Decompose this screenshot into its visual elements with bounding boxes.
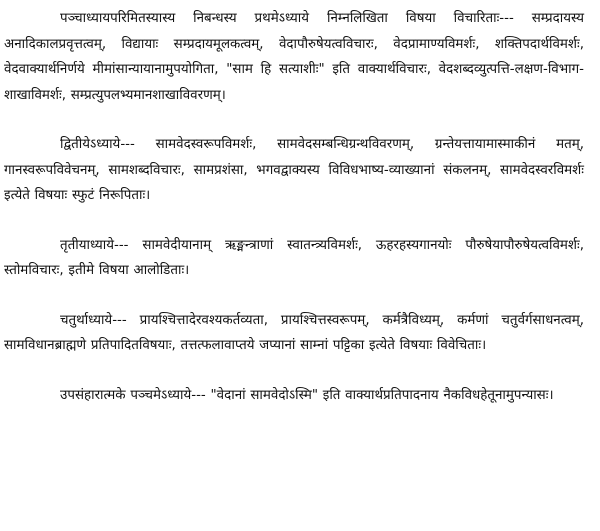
document-page bbox=[4, 6, 584, 408]
paragraph-chapter-5: उपसंहारात्मके पञ्चमेऽध्याये--- "वेदानां सामवेदोऽस्मि" इति वाक्यार्थप्रतिपादनाय नैकविधहेतूनामुपन्यासः। bbox=[60, 387, 554, 403]
paragraph-chapter-2: द्वितीयेऽध्याये--- सामवेदस्वरूपविमर्शः, सामवेदसम्बन्धिग्रन्थविवरणम्, ग्रन्तेयत्तायामास्माकीनं मतम्, गानस्वरूपविवेचनम्, सामशब्दविचारः, सामप्रशंसा, भगवद्वाक्यस्य विविधभाष्य-व्याख्यानां संकलनम्, सामवेदस्वरविमर्शः इत्येते विषयाः स्फुटं निरूपिताः। bbox=[4, 137, 584, 203]
paragraph-chapter-1: पञ्चाध्यायपरिमितस्यास्य निबन्धस्य प्रथमेऽध्याये निम्नलिखिता विषया विचारिताः--- सम्प्रदायस्य अनादिकालप्रवृत्तत्वम्, विद्यायाः सम्प्रदायमूलकत्वम्, वेदापौरुषेयत्वविचारः, वेदप्रामाण्यविमर्शः, शक्तिपदार्थविमर्शः, वेदवाक्यार्थनिर्णये मीमांसान्यायानामुपयोगिता, "साम हि सत्याशीः" इति वाक्यार्थविचारः, वेदशब्दव्युत्पत्ति-लक्षण-विभाग-शाखाविमर्शः, सम्प्रत्युपलभ्यमानशाखाविवरणम्। bbox=[4, 11, 584, 103]
paragraph-chapter-3: तृतीयाध्याये--- सामवेदीयानाम् ऋङ्मन्त्राणां स्वातन्त्र्यविमर्शः, ऊहरहस्यगानयोः पौरुषेयापौरुषेयत्वविमर्शः, स्तोमविचारः, इतीमे विषया आलोडिताः। bbox=[4, 237, 584, 278]
paragraph-chapter-4: चतुर्थाध्याये--- प्रायश्चित्तादेरवश्यकर्तव्यता, प्रायश्चित्तस्वरूपम्, कर्मत्रैविध्यम्, कर्मणां चतुर्वर्गसाधनत्वम्, सामविधानब्राह्मणे प्रतिपादितविषयाः, तत्तत्फलावाप्तये जप्यानां साम्नां पट्टिका इत्येते विषयाः विवेचिताः। bbox=[4, 312, 584, 353]
